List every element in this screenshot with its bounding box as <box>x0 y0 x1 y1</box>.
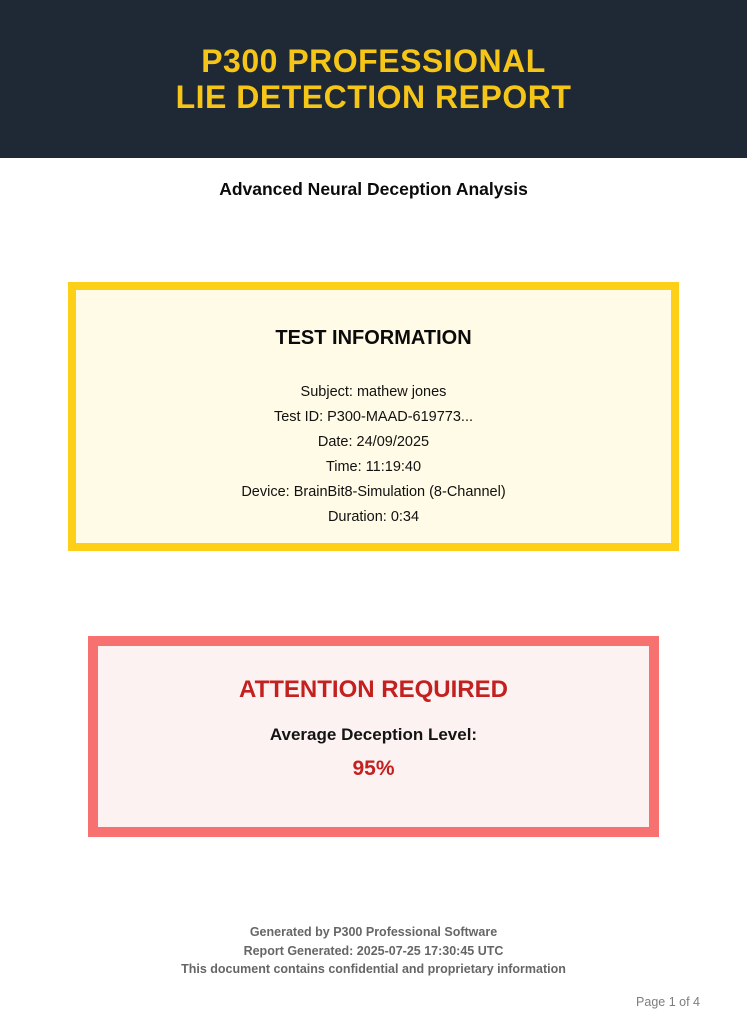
report-header-banner <box>0 0 747 158</box>
test-information-box <box>68 282 679 551</box>
footer-confidentiality-notice: This document contains confidential and proprietary information <box>181 962 566 976</box>
attention-required-box <box>88 636 659 837</box>
report-footer <box>0 923 747 979</box>
test-information-title: TEST INFORMATION <box>275 327 472 349</box>
deception-level-value: 95% <box>352 757 395 780</box>
report-title-line2: LIE DETECTION REPORT <box>175 79 572 115</box>
footer-generated-by: Generated by P300 Professional Software <box>249 925 498 939</box>
footer-generated-timestamp: Report Generated: 2025-07-25 17:30:45 UTC <box>243 943 504 958</box>
test-info-time: Time: 11:19:40 <box>325 459 422 475</box>
test-info-date: Date: 24/09/2025 <box>317 434 430 450</box>
report-subtitle: Advanced Neural Deception Analysis <box>219 179 528 199</box>
test-info-duration: Duration: 0:34 <box>327 509 420 525</box>
test-info-subject: Subject: mathew jones <box>300 384 447 400</box>
test-info-test-id: Test ID: P300-MAAD-619773... <box>273 409 474 425</box>
report-title-line1: P300 PROFESSIONAL <box>201 43 546 79</box>
attention-required-title: ATTENTION REQUIRED <box>239 676 508 703</box>
deception-level-label: Average Deception Level: <box>269 725 478 744</box>
page-number: Page 1 of 4 <box>636 995 700 1009</box>
test-info-device: Device: BrainBit8-Simulation (8-Channel) <box>241 484 506 500</box>
